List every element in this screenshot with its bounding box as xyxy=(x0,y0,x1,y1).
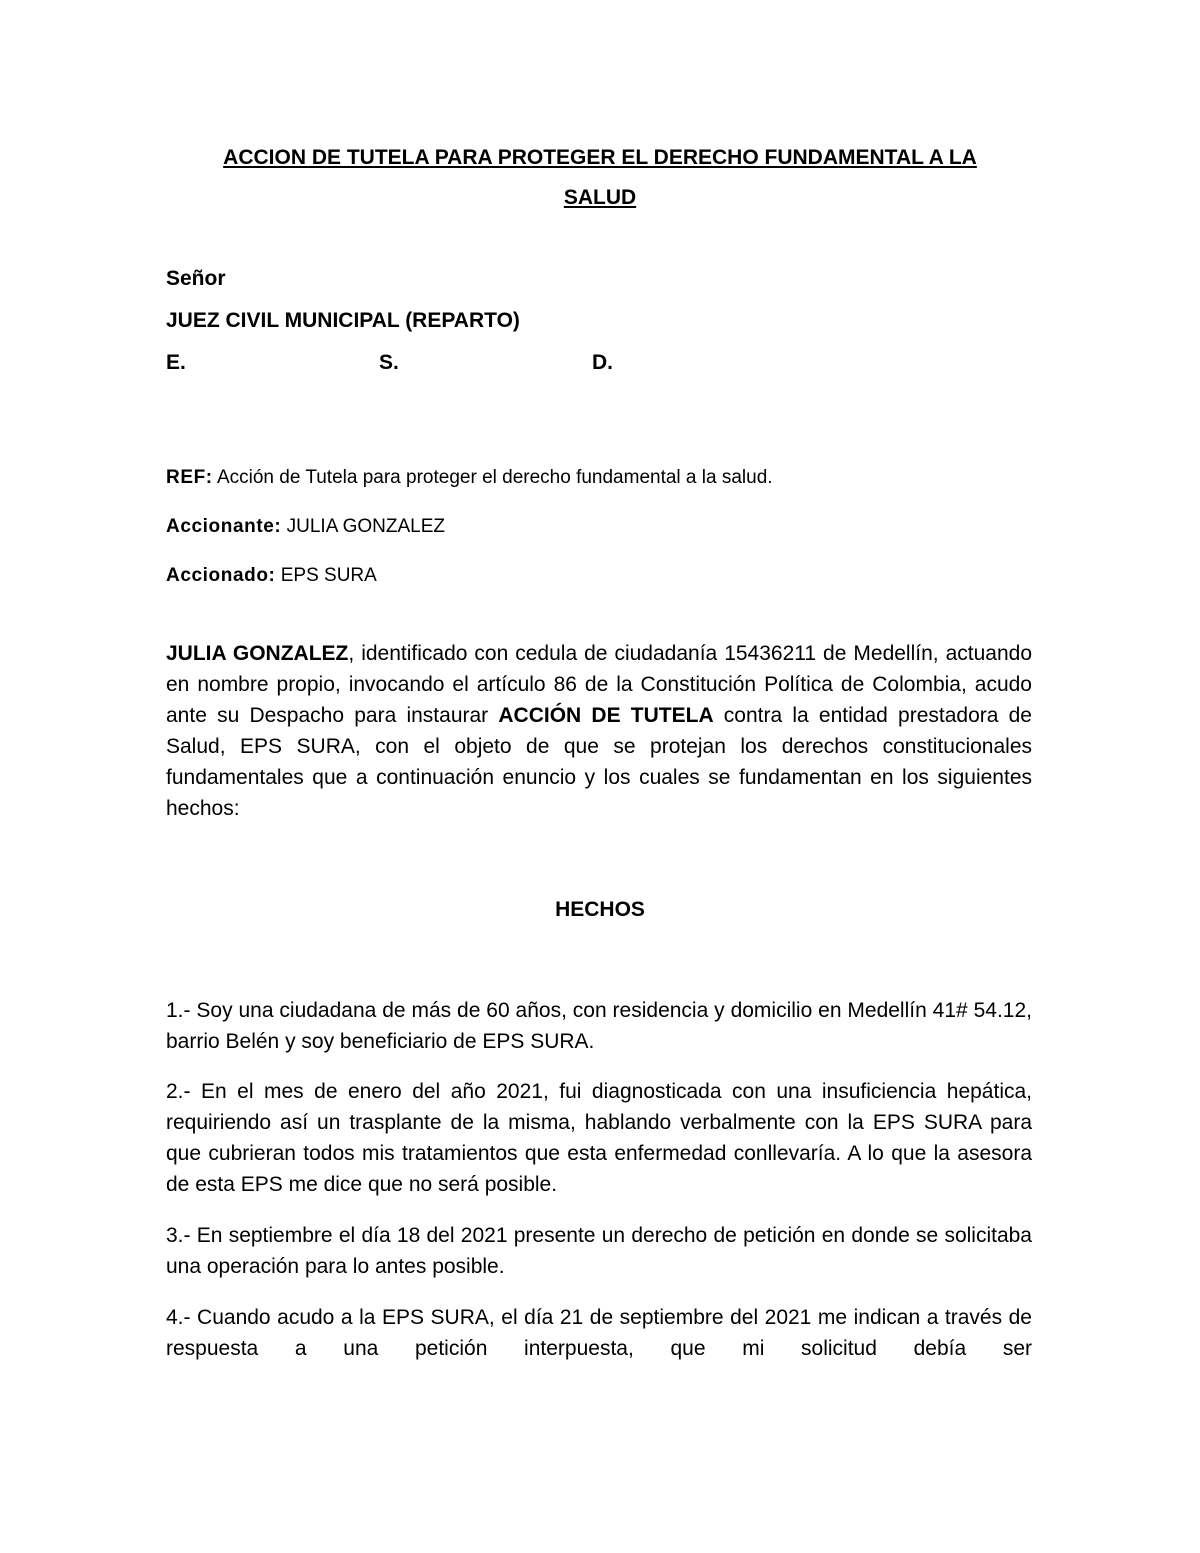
document-title xyxy=(166,138,1034,218)
hecho-1: 1.- Soy una ciudadana de más de 60 años, con residencia y domicilio en Medellín 41# 54.12, barrio Belén y soy beneficiario de EPS SURA. xyxy=(166,999,1032,1053)
title-line-2: SALUD xyxy=(563,186,637,209)
title-line-1: ACCION DE TUTELA PARA PROTEGER EL DERECHO FUNDAMENTAL A LA xyxy=(223,146,977,169)
hecho-3: 3.- En septiembre el día 18 del 2021 presente un derecho de petición en donde se solicitaba una operación para lo antes posible. xyxy=(166,1224,1032,1278)
hecho-4: 4.- Cuando acudo a la EPS SURA, el día 21 de septiembre del 2021 me indican a través de respuesta a una petición interpuesta, que mi solicitud debía ser xyxy=(166,1306,1032,1360)
eds-d: D. xyxy=(592,351,613,374)
hechos-heading: HECHOS xyxy=(555,898,645,921)
judge-line: JUEZ CIVIL MUNICIPAL (REPARTO) xyxy=(166,309,520,332)
intro-paragraph xyxy=(166,638,1032,824)
intro-action: ACCIÓN DE TUTELA xyxy=(498,704,714,727)
accionado-label: Accionado: xyxy=(166,565,276,586)
ref-label: REF: xyxy=(166,467,213,488)
ref-line xyxy=(166,466,773,490)
intro-name: JULIA GONZALEZ xyxy=(166,642,349,665)
salutation: Señor xyxy=(166,267,226,290)
intro-part-1: , identificado con cedula de ciudadanía 15436211 de Medellín, actuando en nombre propio, invocando el artículo 86 de la Constitución Política de Colombia, acudo ante su Despacho para instaurar xyxy=(166,642,1033,727)
eds-e: E. xyxy=(166,351,186,374)
ref-text: Acción de Tutela para proteger el derecho fundamental a la salud. xyxy=(212,467,773,488)
accionado-line xyxy=(166,564,377,588)
accionante-text: JULIA GONZALEZ xyxy=(281,516,445,537)
accionante-label: Accionante: xyxy=(166,516,282,537)
hecho-2: 2.- En el mes de enero del año 2021, fui diagnosticada con una insuficiencia hepática, requiriendo así un trasplante de la misma, hablando verbalmente con la EPS SURA para que cubrieran todos mis tratamientos que esta enfermedad conllevaría. A lo que la asesora de esta EPS me dice que no será posible. xyxy=(166,1080,1032,1196)
eds-line xyxy=(166,342,666,384)
accionado-text: EPS SURA xyxy=(275,565,377,586)
addressee-block xyxy=(166,258,666,384)
eds-s: S. xyxy=(379,351,399,374)
intro-part-2: contra la entidad prestadora de Salud, EPS SURA, con el objeto de que se protejan los derechos constitucionales fundamentales que a continuación enuncio y los cuales se fundamentan en los siguientes hechos: xyxy=(166,704,1032,820)
accionante-line xyxy=(166,515,445,539)
